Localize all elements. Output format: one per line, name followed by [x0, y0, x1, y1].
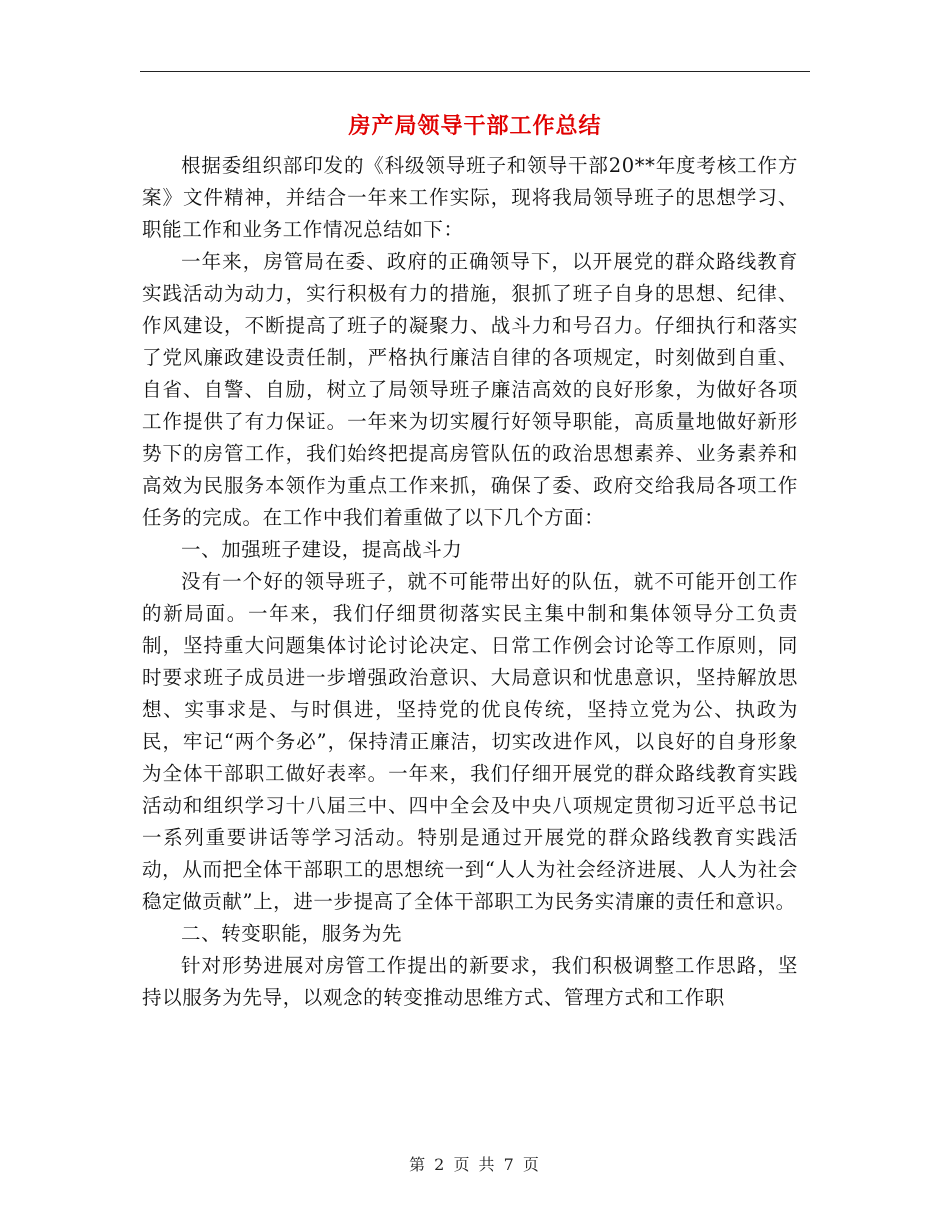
document-title: 房产局领导干部工作总结	[348, 113, 602, 139]
footer-current-page: 2	[434, 1155, 447, 1174]
section-paragraph-1: 没有一个好的领导班子，就不可能带出好的队伍，就不可能开创工作的新局面。一年来，我们仔细贯彻落实民主集中制和集体领导分工负责制，坚持重大问题集体讨论讨论决定、日常工作例会讨论等工作原则，同时要求班子成员进一步增强政治意识、大局意识和忧患意识，坚持解放思想、实事求是、与时俱进，坚持党的优良传统，坚持立党为公、执政为民，牢记“两个务必”，保持清正廉洁，切实改进作风，以良好的自身形象为全体干部职工做好表率。一年来，我们仔细开展党的群众路线教育实践活动和组织学习十八届三中、四中全会及中央八项规定贯彻习近平总书记一系列重要讲话等学习活动。特别是通过开展党的群众路线教育实践活动，从而把全体干部职工的思想统一到“人人为社会经济进展、人人为社会稳定做贡献”上，进一步提高了全体干部职工为民务实清廉的责任和意识。	[142, 570, 798, 913]
document-body	[142, 150, 798, 1014]
section-paragraph-2: 针对形势进展对房管工作提出的新要求，我们积极调整工作思路，坚持以服务为先导，以观念的转变推动思维方式、管理方式和工作职	[142, 954, 798, 1009]
page-footer	[0, 1152, 950, 1175]
footer-prefix: 第	[409, 1155, 428, 1174]
footer-suffix: 页	[522, 1155, 541, 1174]
overview-paragraph: 一年来，房管局在委、政府的正确领导下，以开展党的群众路线教育实践活动为动力，实行积极有力的措施，狠抓了班子自身的思想、纪律、作风建设，不断提高了班子的凝聚力、战斗力和号召力。仔细执行和落实了党风廉政建设责任制，严格执行廉洁自律的各项规定，时刻做到自重、自省、自警、自励，树立了局领导班子廉洁高效的良好形象，为做好各项工作提供了有力保证。一年来为切实履行好领导职能，高质量地做好新形势下的房管工作，我们始终把提高房管队伍的政治思想素养、业务素养和高效为民服务本领作为重点工作来抓，确保了委、政府交给我局各项工作任务的完成。在工作中我们着重做了以下几个方面：	[142, 250, 798, 529]
footer-middle: 页 共	[453, 1155, 497, 1174]
footer-total-pages: 7	[503, 1155, 516, 1174]
intro-paragraph: 根据委组织部印发的《科级领导班子和领导干部20**年度考核工作方案》文件精神，并结合一年来工作实际，现将我局领导班子的思想学习、职能工作和业务工作情况总结如下：	[142, 154, 798, 241]
section-heading-1: 一、加强班子建设，提高战斗力	[181, 538, 463, 561]
section-heading-2: 二、转变职能，服务为先	[181, 922, 403, 945]
header-rule	[140, 71, 810, 72]
